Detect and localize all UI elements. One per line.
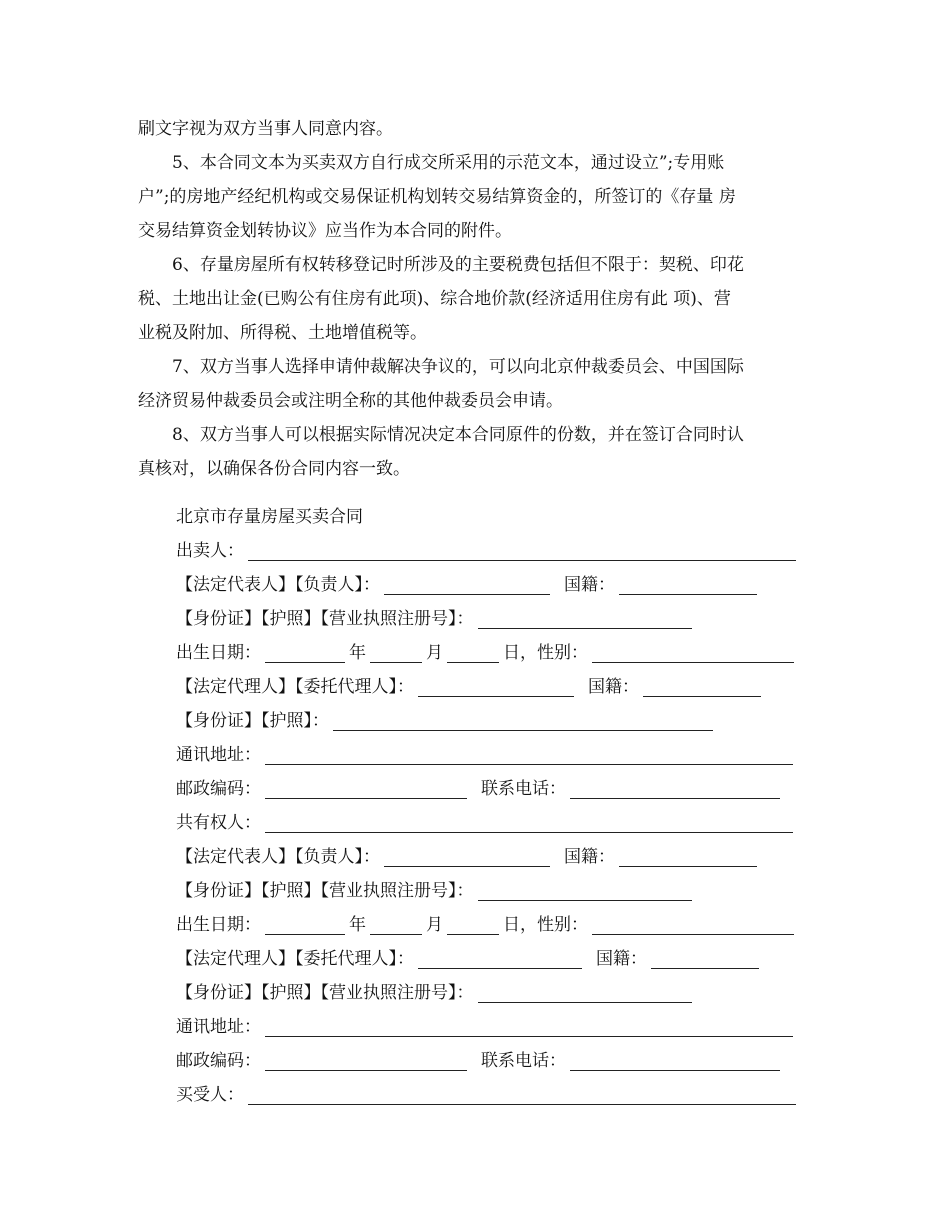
seller-blank[interactable] [248, 542, 796, 561]
field-label: 月 [426, 643, 443, 663]
birth-row [176, 636, 798, 670]
field-label: 邮政编码： [176, 779, 261, 799]
nationality-blank[interactable] [643, 678, 761, 697]
gender-blank[interactable] [592, 644, 794, 663]
paragraph-line: 7、双方当事人选择申请仲裁解决争议的，可以向北京仲裁委员会、中国国际 [138, 357, 744, 377]
nationality-blank[interactable] [651, 950, 759, 969]
field-label: 月 [426, 915, 443, 935]
field-label: 日，性别： [503, 643, 588, 663]
id-row [176, 602, 696, 636]
nationality-blank[interactable] [619, 848, 757, 867]
birth-month-blank[interactable] [370, 644, 422, 663]
address-blank[interactable] [265, 1018, 793, 1037]
id-number-blank[interactable] [478, 882, 692, 901]
legal-rep-row [176, 840, 761, 874]
id-number-blank[interactable] [333, 712, 713, 731]
paragraph-line: 8、双方当事人可以根据实际情况决定本合同原件的份数，并在签订合同时认 [138, 425, 744, 445]
id-number-blank[interactable] [478, 984, 692, 1003]
address-row [176, 738, 797, 772]
id-row [176, 976, 696, 1010]
legal-rep-blank[interactable] [384, 576, 550, 595]
field-label: 共有权人： [176, 813, 261, 833]
postcode-blank[interactable] [265, 780, 467, 799]
birth-day-blank[interactable] [447, 916, 499, 935]
field-label: 买受人： [176, 1085, 244, 1105]
co-owner-row [176, 806, 797, 840]
paragraph-line: 业税及附加、所得税、土地增值税等。 [138, 323, 427, 343]
field-label: 年 [349, 915, 366, 935]
paragraph-line: 真核对，以确保各份合同内容一致。 [138, 459, 410, 479]
paragraph-line: 经济贸易仲裁委员会或注明全称的其他仲裁委员会申请。 [138, 391, 563, 411]
agent-blank[interactable] [418, 678, 574, 697]
field-label: 【身份证】【护照】【营业执照注册号】： [176, 881, 474, 901]
field-label: 联系电话： [481, 1051, 566, 1071]
phone-blank[interactable] [570, 1052, 780, 1071]
field-label: 【法定代理人】【委托代理人】： [176, 949, 414, 969]
id-short-row [176, 704, 717, 738]
gender-blank[interactable] [592, 916, 794, 935]
field-label: 【身份证】【护照】： [176, 711, 329, 731]
birth-month-blank[interactable] [370, 916, 422, 935]
id-number-blank[interactable] [478, 610, 692, 629]
field-label: 【身份证】【护照】【营业执照注册号】： [176, 983, 474, 1003]
legal-rep-row [176, 568, 761, 602]
postcode-row [176, 1044, 784, 1078]
field-label: 【法定代表人】【负责人】： [176, 847, 380, 867]
field-label: 国籍： [596, 949, 647, 969]
contract-title: 北京市存量房屋买卖合同 [176, 507, 363, 527]
agent-blank[interactable] [418, 950, 582, 969]
paragraph-line: 交易结算资金划转协议》应当作为本合同的附件。 [138, 221, 512, 241]
legal-rep-blank[interactable] [384, 848, 550, 867]
paragraph-line: 税、土地出让金(已购公有住房有此项)、综合地价款(经济适用住房有此 项)、营 [138, 289, 731, 309]
nationality-blank[interactable] [619, 576, 757, 595]
paragraph-line: 户”;的房地产经纪机构或交易保证机构划转交易结算资金的，所签订的《存量 房 [138, 187, 736, 207]
field-label: 邮政编码： [176, 1051, 261, 1071]
field-label: 出生日期： [176, 643, 261, 663]
birth-row [176, 908, 798, 942]
field-label: 国籍： [564, 847, 615, 867]
field-label: 国籍： [564, 575, 615, 595]
field-label: 【身份证】【护照】【营业执照注册号】： [176, 609, 474, 629]
address-row [176, 1010, 797, 1044]
field-label: 通讯地址： [176, 745, 261, 765]
id-row [176, 874, 696, 908]
birth-day-blank[interactable] [447, 644, 499, 663]
field-label: 通讯地址： [176, 1017, 261, 1037]
paragraph-line: 6、存量房屋所有权转移登记时所涉及的主要税费包括但不限于：契税、印花 [138, 255, 744, 275]
field-label: 年 [349, 643, 366, 663]
buyer-row [176, 1078, 800, 1112]
field-label: 国籍： [588, 677, 639, 697]
co-owner-blank[interactable] [265, 814, 793, 833]
phone-blank[interactable] [570, 780, 780, 799]
field-label: 【法定代表人】【负责人】： [176, 575, 380, 595]
postcode-blank[interactable] [265, 1052, 467, 1071]
postcode-row [176, 772, 784, 806]
field-label: 【法定代理人】【委托代理人】： [176, 677, 414, 697]
seller-row [176, 534, 800, 568]
agent-row [176, 942, 763, 976]
birth-year-blank[interactable] [265, 644, 345, 663]
field-label: 出卖人： [176, 541, 244, 561]
address-blank[interactable] [265, 746, 793, 765]
buyer-blank[interactable] [248, 1086, 796, 1105]
paragraph-line: 5、本合同文本为买卖双方自行成交所采用的示范文本，通过设立”;专用账 [138, 153, 725, 173]
birth-year-blank[interactable] [265, 916, 345, 935]
field-label: 日，性别： [503, 915, 588, 935]
paragraph-line: 刷文字视为双方当事人同意内容。 [138, 119, 393, 139]
field-label: 联系电话： [481, 779, 566, 799]
agent-row [176, 670, 765, 704]
field-label: 出生日期： [176, 915, 261, 935]
